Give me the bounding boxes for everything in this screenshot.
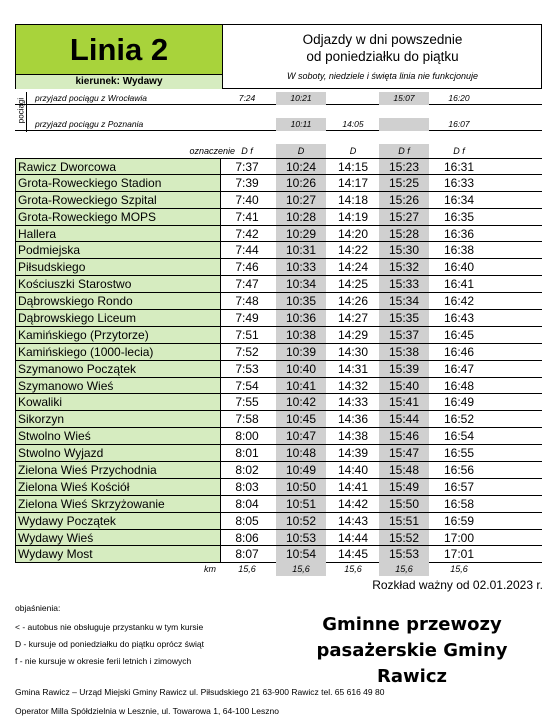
stop-row	[15, 276, 542, 293]
km-value: 15,6	[395, 564, 413, 574]
stop-row	[15, 242, 542, 259]
departure-time: 16:52	[443, 412, 475, 427]
stop-row	[15, 546, 542, 563]
stop-name: Grota-Roweckiego Stadion	[15, 175, 221, 191]
stop-row	[15, 513, 542, 530]
stop-row	[15, 344, 542, 361]
train-time: 16:07	[448, 119, 470, 129]
train-time: 7:24	[238, 93, 256, 103]
departure-time: 15:38	[379, 344, 429, 360]
departure-time: 7:41	[235, 209, 259, 224]
departure-time: 10:36	[276, 310, 326, 326]
departure-time: 15:50	[379, 496, 429, 512]
departure-time: 16:41	[443, 277, 475, 292]
departure-time: 10:53	[276, 530, 326, 546]
shaded-column	[379, 118, 429, 131]
departure-time: 14:40	[337, 463, 369, 478]
departure-time: 10:48	[276, 445, 326, 461]
departure-time: 8:04	[235, 496, 259, 511]
departure-time: 10:42	[276, 394, 326, 410]
footer	[15, 683, 384, 720]
stop-name: Stwolno Wyjazd	[15, 445, 221, 461]
departure-time: 10:34	[276, 276, 326, 292]
departure-time: 16:45	[443, 327, 475, 342]
schedule-info	[224, 25, 541, 89]
km-value: 15,6	[238, 564, 256, 574]
stop-row	[15, 496, 542, 513]
departure-time: 7:58	[235, 412, 259, 427]
departure-time: 16:40	[443, 260, 475, 275]
brand-line1: Gminne przewozy	[322, 614, 502, 635]
departure-time: 15:49	[379, 479, 429, 495]
departure-time: 15:28	[379, 226, 429, 242]
timetable-grid	[15, 144, 542, 563]
column-mark: D f	[241, 146, 253, 156]
line-title: Linia 2	[16, 25, 223, 75]
stop-row	[15, 192, 542, 209]
stop-row	[15, 327, 542, 344]
departure-time: 16:47	[443, 361, 475, 376]
departure-time: 16:43	[443, 311, 475, 326]
departure-time: 14:44	[337, 530, 369, 545]
train-time: 10:11	[290, 119, 312, 129]
departure-time: 15:30	[379, 242, 429, 258]
marks-row	[15, 144, 542, 158]
stop-row	[15, 175, 542, 192]
stop-row	[15, 226, 542, 243]
stop-row	[15, 530, 542, 547]
departure-time: 7:49	[235, 311, 259, 326]
train-time: 16:20	[448, 93, 470, 103]
departure-time: 16:56	[443, 463, 475, 478]
departure-time: 15:40	[379, 378, 429, 394]
departure-time: 7:48	[235, 294, 259, 309]
departure-time: 14:33	[337, 395, 369, 410]
km-value: 15,6	[344, 564, 362, 574]
departure-time: 14:25	[337, 277, 369, 292]
departure-time: 10:29	[276, 226, 326, 242]
departure-time: 8:00	[235, 429, 259, 444]
departure-time: 15:32	[379, 259, 429, 275]
stop-name: Rawicz Dworcowa	[15, 159, 221, 174]
departure-time: 10:35	[276, 293, 326, 309]
departure-time: 10:38	[276, 327, 326, 343]
departure-time: 15:41	[379, 394, 429, 410]
departure-time: 14:20	[337, 226, 369, 241]
stop-name: Zielona Wieś Kościół	[15, 479, 221, 495]
stop-name: Hallera	[15, 226, 221, 242]
departure-time: 7:47	[235, 277, 259, 292]
departure-time: 14:39	[337, 446, 369, 461]
footer-line1: Gmina Rawicz – Urząd Miejski Gminy Rawicz ul. Piłsudskiego 21 63-900 Rawicz tel. 65 616 49 80	[15, 687, 385, 697]
train-time: 14:05	[342, 119, 364, 129]
departure-time: 15:44	[379, 411, 429, 427]
stop-name: Dąbrowskiego Rondo	[15, 293, 221, 309]
marks-label: oznaczenie	[189, 146, 235, 156]
departure-time: 14:38	[337, 429, 369, 444]
departure-time: 15:26	[379, 192, 429, 208]
stop-row	[15, 259, 542, 276]
departure-time: 14:19	[337, 209, 369, 224]
departure-time: 16:54	[443, 429, 475, 444]
departure-time: 15:34	[379, 293, 429, 309]
legend-item: < - autobus nie obsługuje przystanku w tym kursie	[15, 622, 204, 632]
train-row-label: przyjazd pociągu z Wrocławia	[35, 93, 147, 103]
departure-time: 15:25	[379, 175, 429, 191]
departure-time: 10:31	[276, 242, 326, 258]
departure-time: 7:55	[235, 395, 259, 410]
stop-row	[15, 209, 542, 226]
train-row	[15, 92, 542, 105]
stop-name: Wydawy Most	[15, 546, 221, 562]
direction-label: kierunek: Wydawy	[16, 75, 223, 89]
legend-item: D - kursuje od poniedziałku do piątku oprócz świąt	[15, 639, 204, 649]
departure-time: 14:45	[337, 547, 369, 562]
stop-row	[15, 310, 542, 327]
footer-line2: Operator Milla Spółdzielnia w Lesznie, ul. Towarowa 1, 64-100 Leszno	[15, 706, 279, 716]
stop-name: Zielona Wieś Przychodnia	[15, 462, 221, 478]
departure-time: 10:45	[276, 411, 326, 427]
departure-time: 16:38	[443, 243, 475, 258]
departure-time: 15:46	[379, 428, 429, 444]
stop-name: Wydawy Początek	[15, 513, 221, 529]
stop-name: Dąbrowskiego Liceum	[15, 310, 221, 326]
departure-time: 15:35	[379, 310, 429, 326]
departure-time: 8:07	[235, 547, 259, 562]
departure-time: 10:28	[276, 209, 326, 225]
subtitle-line2: od poniedziałku do piątku	[306, 49, 459, 64]
departure-time: 16:35	[443, 209, 475, 224]
timetable-header	[15, 24, 542, 89]
departure-time: 14:36	[337, 412, 369, 427]
departure-time: 14:27	[337, 311, 369, 326]
stop-row	[15, 361, 542, 378]
departure-time: 8:06	[235, 530, 259, 545]
departure-time: 10:52	[276, 513, 326, 529]
departure-time: 16:59	[443, 513, 475, 528]
stop-name: Zielona Wieś Skrzyżowanie	[15, 496, 221, 512]
departure-time: 16:48	[443, 378, 475, 393]
valid-from: Rozkład ważny od 02.01.2023 r.	[372, 578, 543, 592]
departure-time: 8:05	[235, 513, 259, 528]
stop-rows	[15, 158, 542, 563]
departure-time: 14:22	[337, 243, 369, 258]
stop-row	[15, 394, 542, 411]
departure-time: 14:41	[337, 479, 369, 494]
departure-time: 15:37	[379, 327, 429, 343]
departure-time: 14:30	[337, 344, 369, 359]
departure-time: 10:27	[276, 192, 326, 208]
column-mark: D f	[453, 146, 465, 156]
km-value: 15,6	[450, 564, 468, 574]
departure-time: 7:39	[235, 175, 259, 190]
departure-time: 16:58	[443, 496, 475, 511]
legend	[15, 600, 204, 670]
departure-time: 15:27	[379, 209, 429, 225]
stop-name: Grota-Roweckiego MOPS	[15, 209, 221, 225]
departure-time: 10:39	[276, 344, 326, 360]
column-mark: D	[349, 146, 357, 156]
departure-time: 8:03	[235, 479, 259, 494]
departure-time: 15:39	[379, 361, 429, 377]
departure-time: 14:31	[337, 361, 369, 376]
departure-time: 10:40	[276, 361, 326, 377]
departure-time: 15:48	[379, 462, 429, 478]
departure-time: 17:00	[443, 530, 475, 545]
stop-row	[15, 378, 542, 395]
departure-time: 7:44	[235, 243, 259, 258]
departure-time: 16:36	[443, 226, 475, 241]
departure-time: 14:26	[337, 294, 369, 309]
departure-time: 7:53	[235, 361, 259, 376]
column-mark: D f	[398, 146, 410, 156]
train-row-label: przyjazd pociągu z Poznania	[35, 119, 144, 129]
departure-time: 7:42	[235, 226, 259, 241]
departure-time: 16:55	[443, 446, 475, 461]
column-mark: D	[297, 146, 305, 156]
departure-time: 14:29	[337, 327, 369, 342]
departure-time: 15:52	[379, 530, 429, 546]
stop-name: Stwolno Wieś	[15, 428, 221, 444]
stop-row	[15, 479, 542, 496]
stop-name: Szymanowo Początek	[15, 361, 221, 377]
departure-time: 10:54	[276, 546, 326, 562]
departure-time: 15:47	[379, 445, 429, 461]
stop-name: Wydawy Wieś	[15, 530, 221, 546]
stop-name: Szymanowo Wieś	[15, 378, 221, 394]
stop-name: Kamińskiego (1000-lecia)	[15, 344, 221, 360]
departure-time: 10:49	[276, 462, 326, 478]
departure-time: 14:32	[337, 378, 369, 393]
stop-row	[15, 462, 542, 479]
departure-time: 15:51	[379, 513, 429, 529]
departure-time: 15:53	[379, 546, 429, 562]
stop-name: Grota-Roweckiego Szpital	[15, 192, 221, 208]
train-row	[15, 118, 542, 131]
departure-time: 7:37	[235, 160, 259, 174]
departure-time: 16:42	[443, 294, 475, 309]
stop-row	[15, 293, 542, 310]
departure-time: 16:57	[443, 479, 475, 494]
departure-time: 7:54	[235, 378, 259, 393]
departure-time: 16:34	[443, 192, 475, 207]
weekend-note: W soboty, niedziele i święta linia nie funkcjonuje	[287, 71, 478, 81]
departure-time: 10:41	[276, 378, 326, 394]
stop-name: Piłsudskiego	[15, 259, 221, 275]
departure-time: 16:46	[443, 344, 475, 359]
departure-time: 7:51	[235, 327, 259, 342]
departure-time: 10:33	[276, 259, 326, 275]
departure-time: 14:18	[337, 192, 369, 207]
train-time: 15:07	[393, 93, 415, 103]
departure-time: 10:50	[276, 479, 326, 495]
departure-time: 10:24	[276, 159, 326, 174]
departure-time: 15:23	[379, 159, 429, 174]
departure-time: 7:46	[235, 260, 259, 275]
subtitle-line1: Odjazdy w dni powszednie	[302, 32, 463, 47]
stop-row	[15, 445, 542, 462]
departure-time: 16:49	[443, 395, 475, 410]
stop-name: Podmiejska	[15, 242, 221, 258]
departure-time: 16:33	[443, 175, 475, 190]
train-time: 10:21	[290, 93, 312, 103]
departure-time: 14:17	[337, 175, 369, 190]
legend-heading: objaśnienia:	[15, 603, 61, 613]
departure-time: 8:01	[235, 446, 259, 461]
departure-time: 16:31	[443, 160, 475, 174]
stop-name: Sikorzyn	[15, 411, 221, 427]
departure-time: 7:52	[235, 344, 259, 359]
departure-time: 7:40	[235, 192, 259, 207]
km-value: 15,6	[292, 564, 310, 574]
departure-time: 8:02	[235, 463, 259, 478]
departure-time: 14:15	[337, 160, 369, 174]
stop-name: Kamińskiego (Przytorze)	[15, 327, 221, 343]
brand-line2: pasażerskie Gminy Rawicz	[316, 640, 508, 687]
trains-label: pociągi	[16, 97, 26, 124]
stop-name: Kościuszki Starostwo	[15, 276, 221, 292]
km-label: km	[204, 564, 216, 574]
stop-name: Kowaliki	[15, 394, 221, 410]
stop-row	[15, 411, 542, 428]
departure-time: 17:01	[443, 547, 475, 562]
stop-row	[15, 428, 542, 445]
departure-time: 14:43	[337, 513, 369, 528]
departure-time: 14:24	[337, 260, 369, 275]
departure-time: 10:51	[276, 496, 326, 512]
km-row	[15, 562, 542, 576]
legend-item: f - nie kursuje w okresie ferii letnich i zimowych	[15, 656, 192, 666]
departure-time: 15:33	[379, 276, 429, 292]
brand-text	[283, 612, 541, 690]
stop-row	[15, 158, 542, 175]
departure-time: 10:26	[276, 175, 326, 191]
departure-time: 14:42	[337, 496, 369, 511]
departure-time: 10:47	[276, 428, 326, 444]
